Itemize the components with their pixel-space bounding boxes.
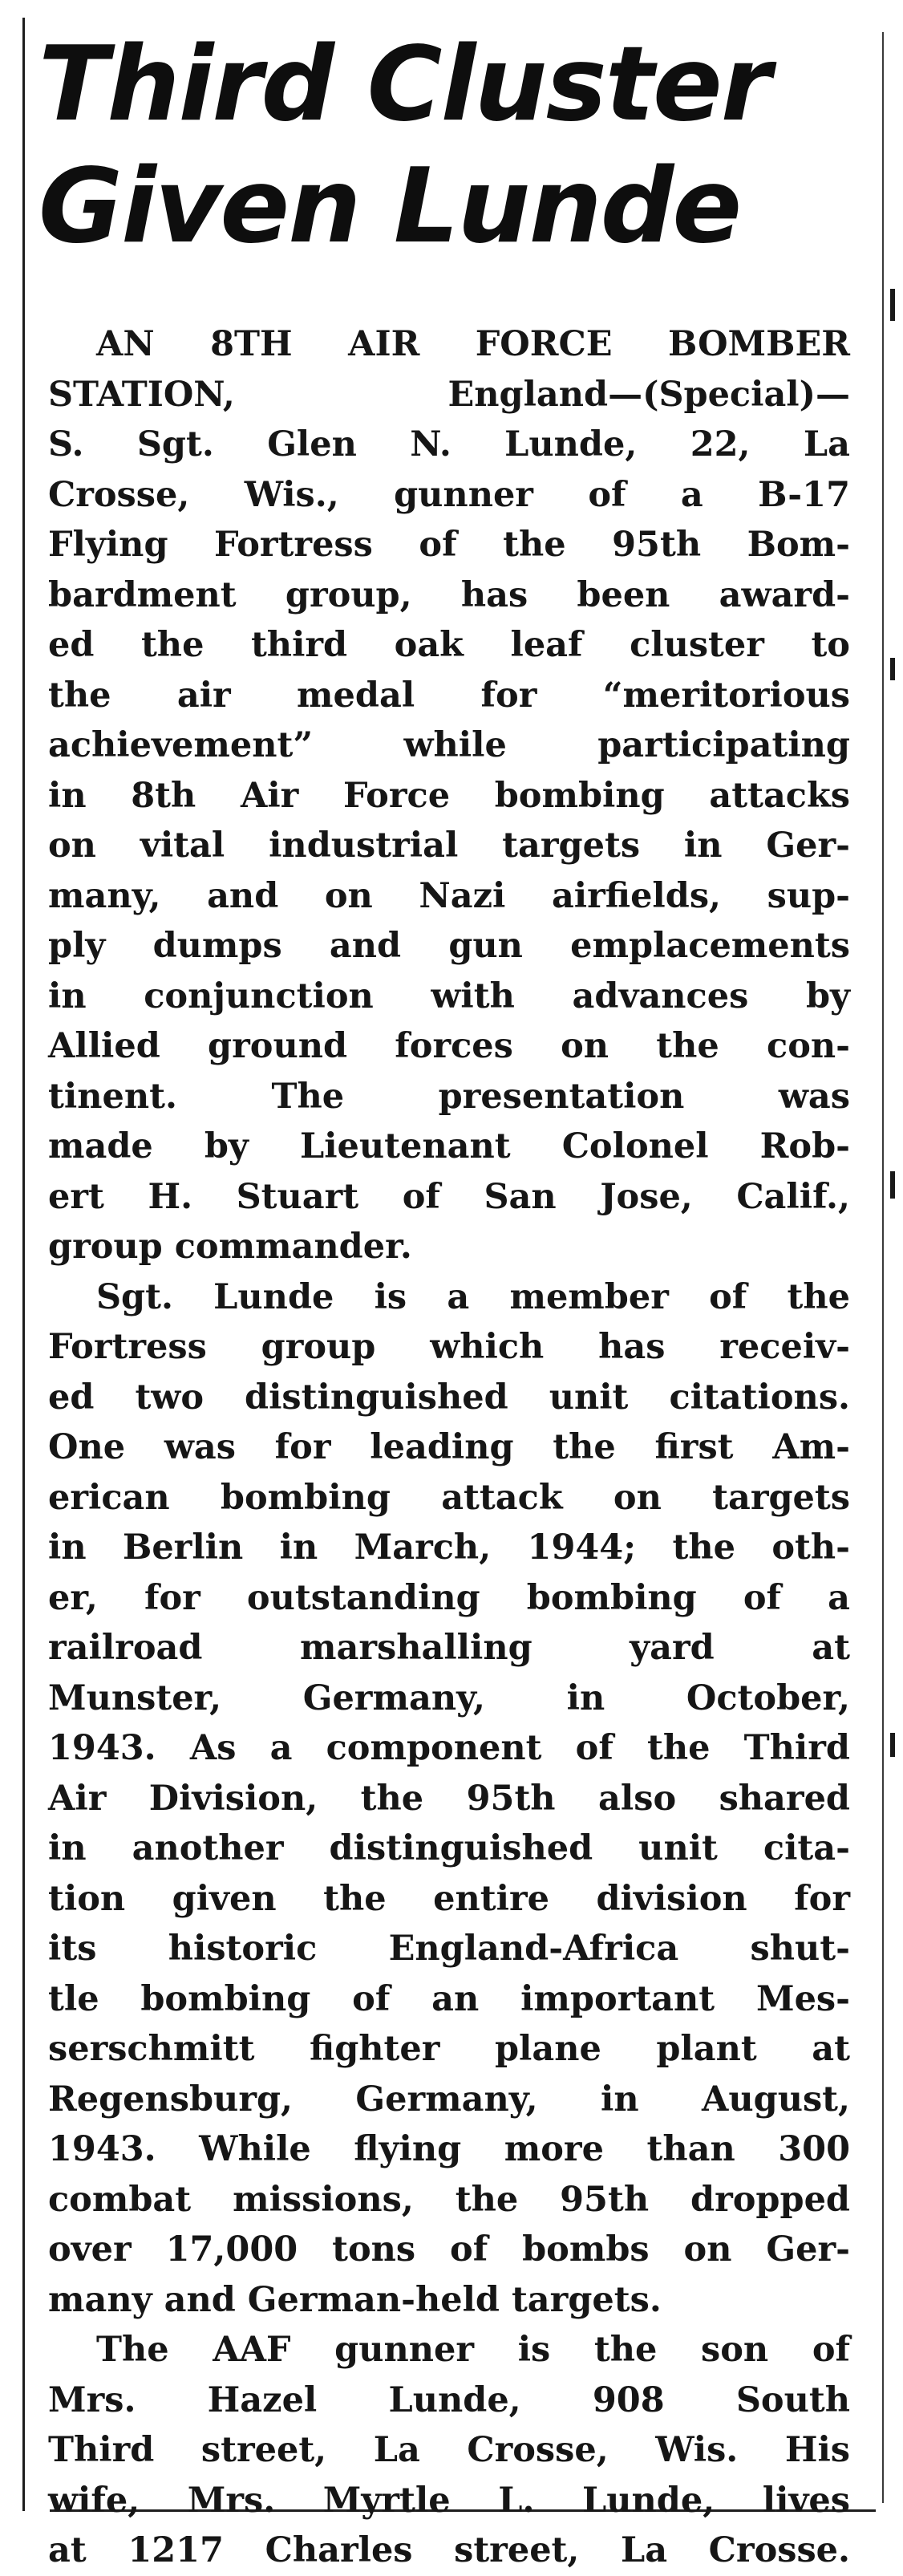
text-line: many, and on Nazi airfields, sup-: [48, 875, 850, 916]
right-column-rule: [882, 32, 884, 2503]
text-line: Regensburg, Germany, in August,: [48, 2079, 850, 2120]
text-line: S. Sgt. Glen N. Lunde, 22, La: [48, 424, 850, 464]
text-line: made by Lieutenant Colonel Rob-: [48, 1126, 850, 1166]
text-line: at 1217 Charles street, La Crosse.: [48, 2530, 850, 2570]
text-line: tion given the entire division for: [48, 1878, 850, 1919]
edge-mark: [890, 1733, 895, 1757]
text-line: STATION, England—(Special)—: [48, 374, 850, 415]
text-line: Fortress group which has receiv-: [48, 1327, 850, 1367]
text-line: Sgt. Lunde is a member of the: [96, 1276, 850, 1317]
article-body: [48, 319, 850, 2576]
text-line: ply dumps and gun emplacements: [48, 926, 850, 966]
text-line: in conjunction with advances by: [48, 976, 850, 1016]
text-line: 1943. While flying more than 300: [48, 2129, 850, 2169]
text-line: achievement” while participating: [48, 725, 850, 765]
text-line: Third street, La Crosse, Wis. His: [48, 2430, 850, 2470]
text-line: wife, Mrs. Myrtle L. Lunde, lives: [48, 2480, 850, 2521]
text-line: The AAF gunner is the son of: [96, 2330, 850, 2370]
text-line: serschmitt fighter plane plant at: [48, 2029, 850, 2069]
headline: [38, 24, 873, 268]
text-line: Mrs. Hazel Lunde, 908 South: [48, 2379, 850, 2420]
text-line: 1943. As a component of the Third: [48, 1728, 850, 1768]
text-line: Air Division, the 95th also shared: [48, 1778, 850, 1819]
text-line: Allied ground forces on the con-: [48, 1026, 850, 1066]
text-line: er, for outstanding bombing of a: [48, 1577, 850, 1618]
text-line: the air medal for “meritorious: [48, 675, 850, 716]
edge-mark: [890, 289, 895, 321]
text-line: in 8th Air Force bombing attacks: [48, 775, 850, 816]
text-line: many and German-held targets.: [48, 2279, 662, 2320]
text-line: erican bombing attack on targets: [48, 1477, 850, 1518]
text-line: in Berlin in March, 1944; the oth-: [48, 1527, 850, 1568]
text-line: in another distinguished unit cita-: [48, 1828, 850, 1868]
edge-mark: [890, 658, 895, 680]
adjacent-column-edge: [889, 48, 901, 2455]
text-line: Flying Fortress of the 95th Bom-: [48, 525, 850, 565]
text-line: on vital industrial targets in Ger-: [48, 826, 850, 866]
edge-mark: [890, 1171, 895, 1199]
text-line: over 17,000 tons of bombs on Ger-: [48, 2229, 850, 2270]
text-line: ed the third oak leaf cluster to: [48, 625, 850, 665]
text-line: tle bombing of an important Mes-: [48, 1978, 850, 2019]
text-line: bardment group, has been award-: [48, 574, 850, 615]
text-line: Munster, Germany, in October,: [48, 1677, 850, 1718]
text-line: One was for leading the first Am-: [48, 1427, 850, 1467]
text-line: tinent. The presentation was: [48, 1076, 850, 1117]
text-line: Crosse, Wis., gunner of a B-17: [48, 474, 850, 515]
text-line: combat missions, the 95th dropped: [48, 2179, 850, 2220]
text-line: AN 8TH AIR FORCE BOMBER: [96, 324, 850, 364]
text-line: ed two distinguished unit citations.: [48, 1377, 850, 1418]
text-line: group commander.: [48, 1227, 412, 1267]
headline-line-2: Given Lunde: [38, 147, 741, 266]
left-column-rule: [22, 18, 25, 2511]
text-line: its historic England-Africa shut-: [48, 1929, 850, 1969]
headline-line-1: Third Cluster: [38, 25, 770, 144]
text-line: ert H. Stuart of San Jose, Calif.,: [48, 1176, 850, 1217]
text-line: railroad marshalling yard at: [48, 1628, 850, 1668]
